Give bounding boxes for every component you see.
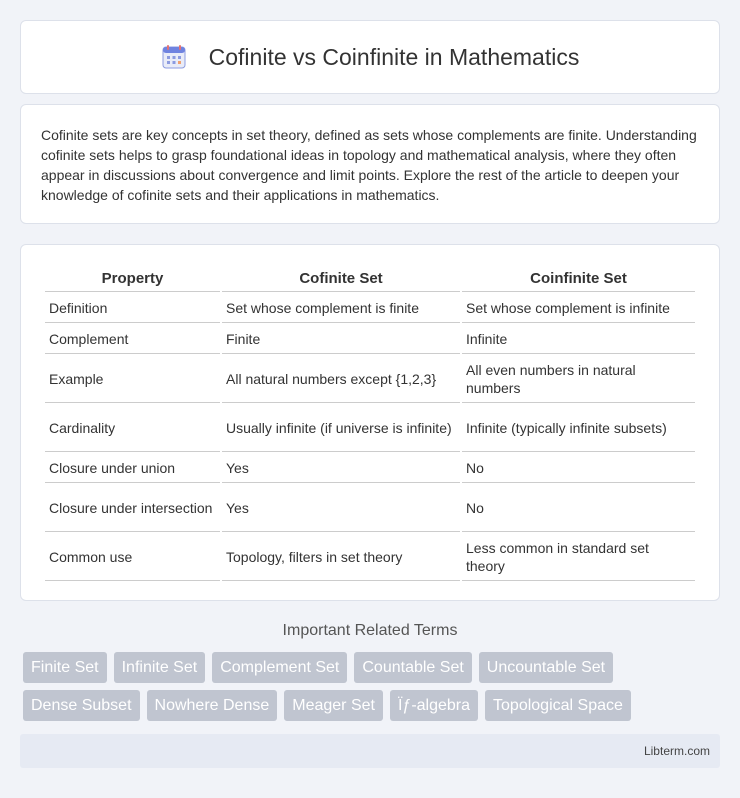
table-cell: Example <box>45 356 220 403</box>
table-row <box>45 405 695 452</box>
table-cell: Common use <box>45 534 220 581</box>
related-term-tag[interactable]: Complement Set <box>212 652 347 683</box>
table-cell: Yes <box>222 485 460 532</box>
related-terms-title: Important Related Terms <box>282 622 458 639</box>
table-cell: No <box>462 485 695 532</box>
related-terms-list <box>23 652 723 721</box>
table-cell: Infinite (typically infinite subsets) <box>462 405 695 452</box>
footer-site-link[interactable]: Libterm.com <box>643 744 710 758</box>
table-cell: Yes <box>222 454 460 483</box>
comparison-table-card <box>20 244 720 601</box>
table-cell: All even numbers in natural numbers <box>462 356 695 403</box>
footer <box>20 734 720 768</box>
table-cell: Infinite <box>462 325 695 354</box>
table-cell: All natural numbers except {1,2,3} <box>222 356 460 403</box>
related-term-tag[interactable]: Topological Space <box>485 690 631 721</box>
table-cell: Set whose complement is finite <box>222 294 460 323</box>
related-term-tag[interactable]: Nowhere Dense <box>147 690 278 721</box>
intro-text: Cofinite sets are key concepts in set theory, defined as sets whose complements are finite. Understanding cofinite sets helps to grasp foundational ideas in topology and mathematical analysis, where they often appear in discussions about convergence and limit points. Explore the rest of the article to deepen your knowledge of cofinite sets and their applications in mathematics. <box>41 127 697 203</box>
calendar-icon <box>161 44 187 70</box>
table-cell: Set whose complement is infinite <box>462 294 695 323</box>
comparison-table <box>43 265 697 583</box>
intro-card <box>20 104 720 224</box>
table-row <box>45 534 695 581</box>
table-row <box>45 454 695 483</box>
table-cell: Cardinality <box>45 405 220 452</box>
related-term-tag[interactable]: Uncountable Set <box>479 652 613 683</box>
table-cell: Less common in standard set theory <box>462 534 695 581</box>
column-header: Property <box>45 267 220 292</box>
table-cell: No <box>462 454 695 483</box>
column-header: Cofinite Set <box>222 267 460 292</box>
table-cell: Complement <box>45 325 220 354</box>
related-term-tag[interactable]: Dense Subset <box>23 690 140 721</box>
table-cell: Usually infinite (if universe is infinite) <box>222 405 460 452</box>
related-term-tag[interactable]: Finite Set <box>23 652 107 683</box>
table-row <box>45 325 695 354</box>
table-row <box>45 485 695 532</box>
table-cell: Finite <box>222 325 460 354</box>
related-term-tag[interactable]: Meager Set <box>284 690 383 721</box>
related-term-tag[interactable]: Countable Set <box>354 652 471 683</box>
table-header-row <box>45 267 695 292</box>
table-cell: Topology, filters in set theory <box>222 534 460 581</box>
table-cell: Closure under intersection <box>45 485 220 532</box>
related-term-tag[interactable]: Infinite Set <box>114 652 206 683</box>
related-term-tag[interactable]: Ïƒ-algebra <box>390 690 478 721</box>
table-cell: Definition <box>45 294 220 323</box>
table-row <box>45 294 695 323</box>
header-card <box>20 20 720 94</box>
page-title: Cofinite vs Coinfinite in Mathematics <box>208 43 580 70</box>
table-row <box>45 356 695 403</box>
table-cell: Closure under union <box>45 454 220 483</box>
column-header: Coinfinite Set <box>462 267 695 292</box>
